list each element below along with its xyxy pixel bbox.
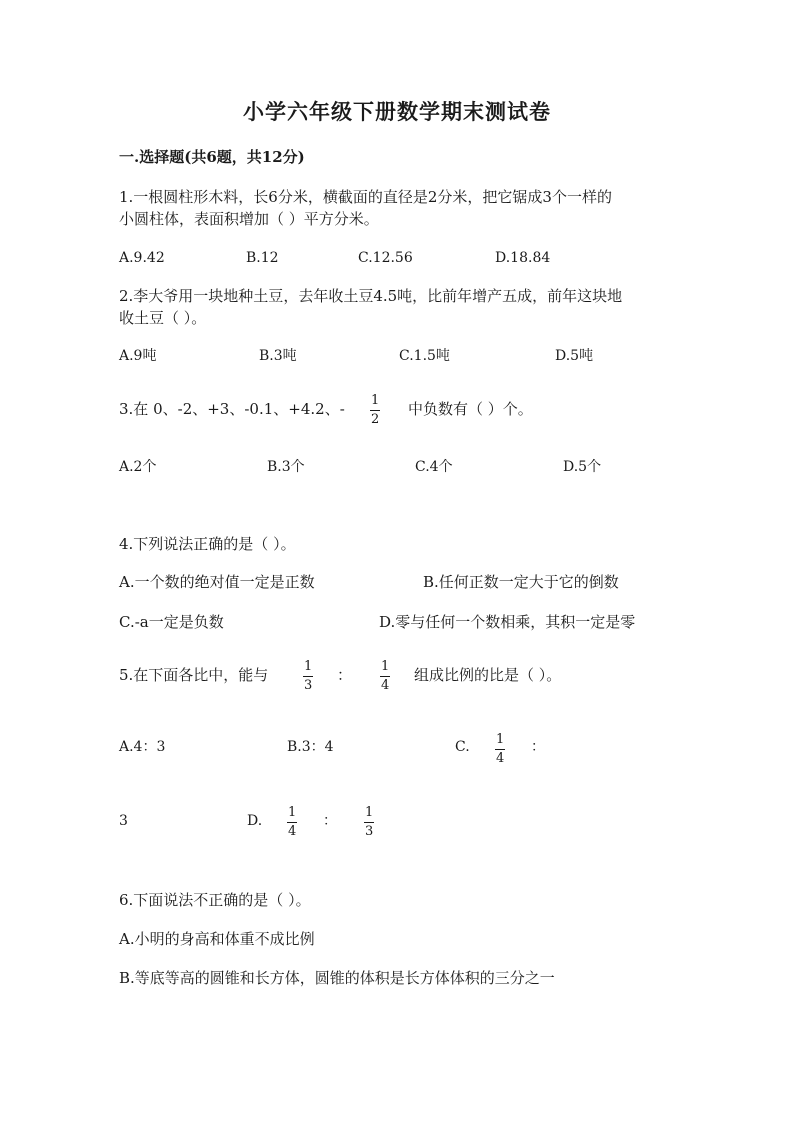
question-2-option-b: B.3吨: [259, 348, 297, 364]
question-1-option-a: A.9.42: [119, 250, 165, 266]
question-6-option-a: A.小明的身高和体重不成比例: [119, 930, 315, 948]
fraction-denominator: 4: [496, 751, 505, 766]
question-1-line-1: 1.一根圆柱形木料，长6分米，横截面的直径是2分米，把它锯成3个一样的: [119, 188, 612, 206]
question-5-fraction-1: [302, 660, 314, 693]
fraction-denominator: 4: [288, 824, 297, 839]
fraction-denominator: 4: [381, 678, 390, 693]
question-6-text: 6.下面说法不正确的是（ ）。: [119, 891, 311, 909]
question-5-option-b: B.3：4: [287, 739, 334, 755]
question-5-option-d-label: D.: [247, 813, 263, 829]
fraction-bar: [370, 410, 380, 411]
question-5-prefix: 5.在下面各比中，能与: [119, 666, 269, 684]
fraction-denominator: 3: [365, 824, 374, 839]
question-2-option-d: D.5吨: [555, 348, 594, 364]
section-heading: 一.选择题(共6题，共12分): [119, 148, 305, 166]
fraction-numerator: 1: [381, 659, 390, 674]
question-5-option-c-colon: ：: [531, 739, 545, 755]
question-5-suffix: 组成比例的比是（ ）。: [414, 666, 562, 684]
question-3-fraction: [369, 394, 381, 427]
question-1-option-c: C.12.56: [358, 250, 413, 266]
fraction-bar: [303, 676, 313, 677]
question-1-option-b: B.12: [246, 250, 279, 266]
fraction-denominator: 3: [304, 678, 313, 693]
fraction-bar: [380, 676, 390, 677]
question-5-option-a: A.4：3: [119, 739, 166, 755]
fraction-bar: [495, 749, 505, 750]
fraction-denominator: 2: [371, 412, 380, 427]
question-4-text: 4.下列说法正确的是（ ）。: [119, 535, 296, 553]
question-2-option-a: A.9吨: [119, 348, 157, 364]
fraction-numerator: 1: [496, 732, 505, 747]
question-5-option-d-fraction-1: [286, 806, 298, 839]
question-1-option-d: D.18.84: [495, 250, 551, 266]
question-3-suffix: 中负数有（ ）个。: [408, 400, 533, 418]
question-4-option-a: A.一个数的绝对值一定是正数: [119, 573, 315, 591]
question-2-line-1: 2.李大爷用一块地种土豆，去年收土豆4.5吨，比前年增产五成，前年这块地: [119, 287, 623, 305]
question-4-option-c: C.-a一定是负数: [119, 613, 224, 631]
page-title: 小学六年级下册数学期末测试卷: [243, 99, 551, 124]
question-4-option-b: B.任何正数一定大于它的倒数: [423, 573, 619, 591]
question-4-option-d: D.零与任何一个数相乘，其积一定是零: [379, 613, 636, 631]
question-5-option-c-fraction: [494, 733, 506, 766]
question-5-option-c-label: C.: [455, 739, 470, 755]
question-6-option-b: B.等底等高的圆锥和长方体，圆锥的体积是长方体体积的三分之一: [119, 969, 555, 987]
question-5-ratio-colon: ：: [337, 666, 353, 684]
fraction-numerator: 1: [288, 805, 297, 820]
question-3-option-a: A.2个: [119, 459, 157, 475]
question-5-option-d-fraction-2: [363, 806, 375, 839]
question-5-option-d-colon: ：: [323, 813, 337, 829]
question-2-line-2: 收土豆（ ）。: [119, 309, 207, 327]
fraction-bar: [364, 822, 374, 823]
fraction-bar: [287, 822, 297, 823]
question-5-option-c-tail: 3: [119, 813, 128, 829]
fraction-numerator: 1: [371, 393, 380, 408]
fraction-numerator: 1: [304, 659, 313, 674]
question-1-line-2: 小圆柱体，表面积增加（ ）平方分米。: [119, 210, 379, 228]
question-3-option-b: B.3个: [267, 459, 305, 475]
question-5-fraction-2: [379, 660, 391, 693]
question-3-option-d: D.5个: [563, 459, 602, 475]
fraction-numerator: 1: [365, 805, 374, 820]
question-2-option-c: C.1.5吨: [399, 348, 450, 364]
question-3-prefix: 3.在 0、-2、+3、-0.1、+4.2、-: [119, 400, 345, 418]
question-3-option-c: C.4个: [415, 459, 453, 475]
